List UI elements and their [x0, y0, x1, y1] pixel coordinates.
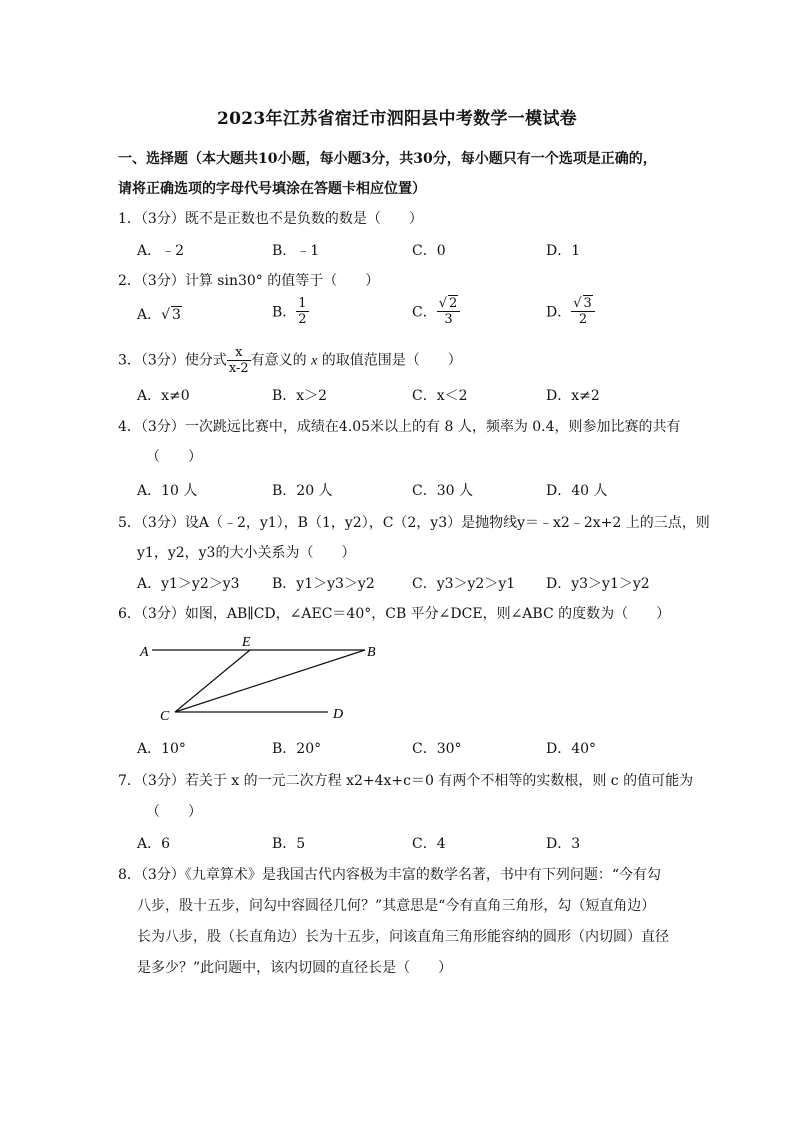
question-text: 设A（﹣2，y1），B（1，y2），C（2，y3）是抛物线y＝﹣x2﹣2x+2 上的三点，则: [184, 515, 710, 531]
option-d: D．3: [546, 836, 581, 852]
question-7: [118, 770, 693, 790]
question-5-line2: y1，y2，y3的大小关系为（ ）: [137, 545, 356, 561]
question-8-line2: 八步，股十五步，问勾中容圆径几何？”其意思是“今有直角三角形，勾（短直角边）: [137, 898, 656, 914]
line-ce: [175, 650, 250, 712]
question-score: （3分）: [140, 867, 185, 883]
question-4-line2: （ ）: [146, 449, 202, 465]
option-d: D．y3＞y1＞y2: [546, 576, 650, 592]
question-4: [118, 416, 681, 436]
option-b: B．20°: [272, 741, 322, 757]
question-text: 计算 sin30° 的值等于（ ）: [184, 273, 380, 289]
question-number: 4．: [118, 419, 141, 435]
question-1: [118, 208, 423, 228]
question-number: 8．: [118, 867, 141, 883]
option-b: B． $\frac{1}{2}$: [272, 296, 307, 327]
section-header-line1: 一、选择题（本大题共10小题，每小题3分，共30分，每小题只有一个选项是正确的，: [118, 151, 657, 167]
question-score: （3分）: [140, 773, 185, 789]
question-score: （3分）: [140, 211, 185, 227]
option-d: D． $\frac{√ 3}{2}$: [546, 296, 595, 327]
option-c: C．0: [412, 243, 446, 259]
question-6: [118, 603, 670, 623]
option-c: C．30°: [412, 741, 462, 757]
option-c: C．30 人: [412, 483, 473, 499]
option-a: A．6: [137, 836, 171, 852]
question-text: 既不是正数也不是负数的数是（ ）: [184, 211, 423, 227]
question-score: （3分）: [140, 515, 185, 531]
option-b: B．20 人: [272, 483, 333, 499]
page-title: 2023年江苏省宿迁市泗阳县中考数学一模试卷: [217, 109, 577, 129]
question-5: [118, 512, 710, 532]
question-8: [118, 864, 661, 884]
fraction: $\frac{x}{x-2}$: [228, 345, 249, 376]
option-b: B．y1＞y3＞y2: [272, 576, 375, 592]
option-b: B．x＞2: [272, 388, 328, 404]
option-a: A．10°: [137, 741, 186, 757]
question-8-line3: 长为八步，股（长直角边）长为十五步，问该直角三角形能容纳的圆形（内切圆）直径: [137, 929, 669, 945]
option-c: C． $\frac{√ 2}{3}$: [412, 296, 460, 327]
question-2: [118, 270, 379, 290]
option-d: D．40 人: [546, 483, 608, 499]
option-c: C．x＜2: [412, 388, 468, 404]
radicand: 3: [172, 307, 181, 323]
question-score: （3分）: [140, 352, 185, 369]
question-score: （3分）: [140, 606, 185, 622]
geometry-figure: [130, 630, 390, 730]
fraction: $\frac{√ 2}{3}$: [437, 296, 461, 327]
question-text: 如图，AB∥CD，∠AEC＝40°，CB 平分∠DCE，则∠ABC 的度数为（ ）: [184, 606, 671, 622]
option-a: A．y1＞y2＞y3: [137, 576, 240, 592]
question-number: 6．: [118, 606, 141, 622]
section-header-line2: 请将正确选项的字母代号填涂在答题卡相应位置）: [118, 181, 426, 197]
option-a: A．10 人: [137, 483, 198, 499]
label-d: D: [333, 707, 344, 722]
option-d: D．1: [546, 243, 581, 259]
fraction: $\frac{1}{2}$: [298, 296, 307, 327]
question-score: （3分）: [140, 273, 185, 289]
question-3: 3．（3分）使分式 $\frac{x}{x-2}$ 有意义的 x 的取值范围是（ ）: [118, 345, 462, 376]
fraction: $\frac{√ 3}{2}$: [571, 296, 595, 327]
question-number: 5．: [118, 515, 141, 531]
question-score: （3分）: [140, 419, 185, 435]
option-a: A．﹣2: [137, 243, 185, 259]
question-number: 1．: [118, 211, 141, 227]
line-cb: [175, 650, 365, 712]
question-number: 2．: [118, 273, 141, 289]
question-text: 《九章算术》是我国古代内容极为丰富的数学名著，书中有下列问题：“今有勾: [184, 867, 661, 883]
question-text: 一次跳远比赛中，成绩在4.05米以上的有 8 人，频率为 0.4，则参加比赛的共有: [184, 419, 681, 435]
label-a: A: [140, 645, 149, 660]
question-number: 7．: [118, 773, 141, 789]
option-d: D．40°: [546, 741, 597, 757]
option-c: C．4: [412, 836, 446, 852]
option-a: A．√ 3: [137, 307, 181, 323]
option-b: B．5: [272, 836, 306, 852]
question-number: 3．: [118, 352, 141, 369]
option-a: A．x≠0: [137, 388, 190, 404]
question-8-line4: 是多少？”此问题中，该内切圆的直径长是（ ）: [137, 960, 453, 976]
question-7-line2: （ ）: [146, 804, 202, 820]
option-d: D．x≠2: [546, 388, 600, 404]
option-c: C．y3＞y2＞y1: [412, 576, 516, 592]
label-e: E: [242, 635, 251, 650]
label-c: C: [160, 709, 170, 724]
option-b: B．﹣1: [272, 243, 320, 259]
label-b: B: [367, 645, 376, 660]
question-text: 若关于 x 的一元二次方程 x2+4x+c＝0 有两个不相等的实数根，则 c 的值可能为: [184, 773, 694, 789]
